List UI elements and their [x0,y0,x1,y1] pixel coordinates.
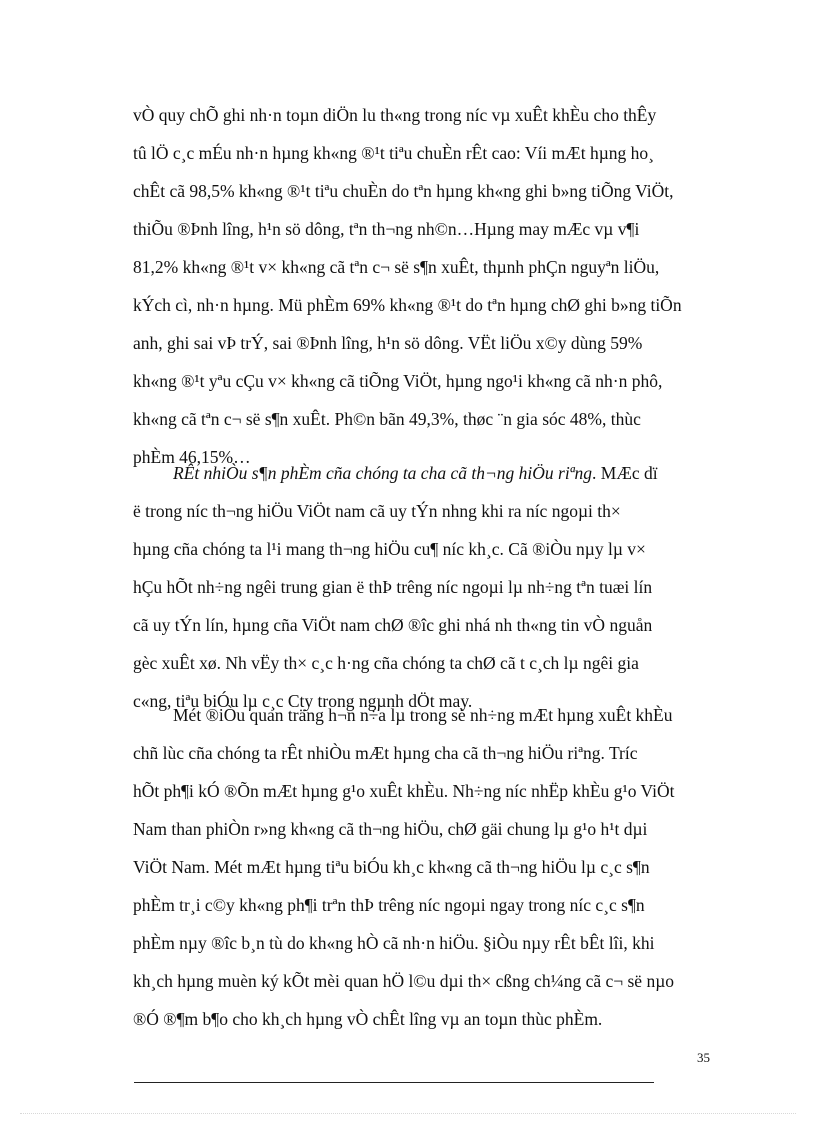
text-line: ViÖt Nam. Mét mÆt hµng tiªu biÓu kh¸c kh«ng cã th¬ng hiÖu lµ c¸c s¶n [133,857,650,877]
text-line: vÒ quy chÕ ghi nh·n toµn diÖn lu th«ng trong níc vµ xuÊt khÈu cho thÊy [133,105,657,125]
text-line: hµng cña chóng ta l¹i mang th¬ng hiÖu cu¶ níc kh¸c. Cã ®iÒu nµy lµ v× [133,539,646,559]
text-line: cã uy tÝn lín, hµng cña ViÖt nam chØ ®îc ghi nhá nh th«ng tin vÒ nguån [133,615,653,635]
text-line: c«ng, tiªu biÓu lµ c¸c Cty trong ngµnh dÖt may. [133,691,473,711]
text-line: kh«ng ®¹t yªu cÇu v× kh«ng cã tiÕng ViÖt, hµng ngo¹i kh«ng cã nh·n phô, [133,371,663,391]
text-line: thiÕu ®Þnh lîng, h¹n sö dông, tªn th¬ng nh©n…Hµng may mÆc vµ v¶i [133,219,640,239]
paragraph-2 [133,454,720,720]
text-line: chñ lùc cña chóng ta rÊt nhiÒu mÆt hµng cha cã th¬ng hiÖu riªng. Tríc [133,743,638,763]
text-line: hÇu hÕt nh÷ng ngêi trung gian ë thÞ trêng níc ngoµi lµ nh÷ng tªn tuæi lín [133,577,653,597]
text-line: Nam than phiÒn r»ng kh«ng cã th¬ng hiÖu, chØ gäi chung lµ g¹o h¹t dµi [133,819,648,839]
text-line: kh«ng cã tªn c¬ së s¶n xuÊt. Ph©n bãn 49,3%, thøc ¨n gia sóc 48%, thùc [133,409,641,429]
text-line: kh¸ch hµng muèn ký kÕt mèi quan hÖ l©u dµi th× cßng ch¼ng cã c¬ së nµo [133,971,675,991]
text-line: phÈm tr¸i c©y kh«ng ph¶i trªn thÞ trêng níc ngoµi ngay trong níc c¸c s¶n [133,895,645,915]
text-line: kÝch cì, nh·n hµng. Mü phÈm 69% kh«ng ®¹t do tªn hµng chØ ghi b»ng tiÕn [133,295,682,315]
page-edge-dots [20,1113,796,1114]
text-line: phÈm nµy ®îc b¸n tù do kh«ng hÒ cã nh·n hiÖu. §iÒu nµy rÊt bÊt lîi, khi [133,933,655,953]
text-line: ë trong níc th¬ng hiÖu ViÖt nam cã uy tÝn nhng khi ra níc ngoµi th× [133,501,621,521]
text-line: tû lÖ c¸c mÉu nh·n hµng kh«ng ®¹t tiªu chuÈn rÊt cao: Víi mÆt hµng ho¸ [133,143,654,163]
text-line: anh, ghi sai vÞ trÝ, sai ®Þnh lîng, h¹n sö dông. VËt liÖu x©y dùng 59% [133,333,643,353]
text-fragment: . MÆc dï [592,463,658,483]
page-number: 35 [697,1050,710,1065]
text-line: chÊt cã 98,5% kh«ng ®¹t tiªu chuÈn do tªn hµng kh«ng ghi b»ng tiÕng ViÖt, [133,181,674,201]
text-line-first: Mét ®iÒu quan träng h¬n n÷a lµ trong sè nh÷ng mÆt hµng xuÊt khÈu [173,705,673,725]
emphasis-text: RÊt nhiÒu s¶n phÈm cña chóng ta cha cã th¬ng hiÖu riªng [173,463,593,483]
paragraph-1 [133,96,720,476]
paragraph-3 [133,696,720,1038]
text-line: 81,2% kh«ng ®¹t v× kh«ng cã tªn c¬ së s¶n xuÊt, thµnh phÇn nguyªn liÖu, [133,257,660,277]
text-line: ®Ó ®¶m b¶o cho kh¸ch hµng vÒ chÊt lîng vµ an toµn thùc phÈm. [133,1009,603,1029]
text-line: gèc xuÊt xø. Nh vËy th× c¸c h·ng cña chóng ta chØ cã t c¸ch lµ ngêi gia [133,653,639,673]
text-line-first [133,454,720,492]
footer-divider [134,1082,654,1083]
text-line: phÈm 46,15%… [133,447,251,467]
text-line: hÕt ph¶i kÓ ®Õn mÆt hµng g¹o xuÊt khÈu. Nh÷ng níc nhËp khÈu g¹o ViÖt [133,781,675,801]
